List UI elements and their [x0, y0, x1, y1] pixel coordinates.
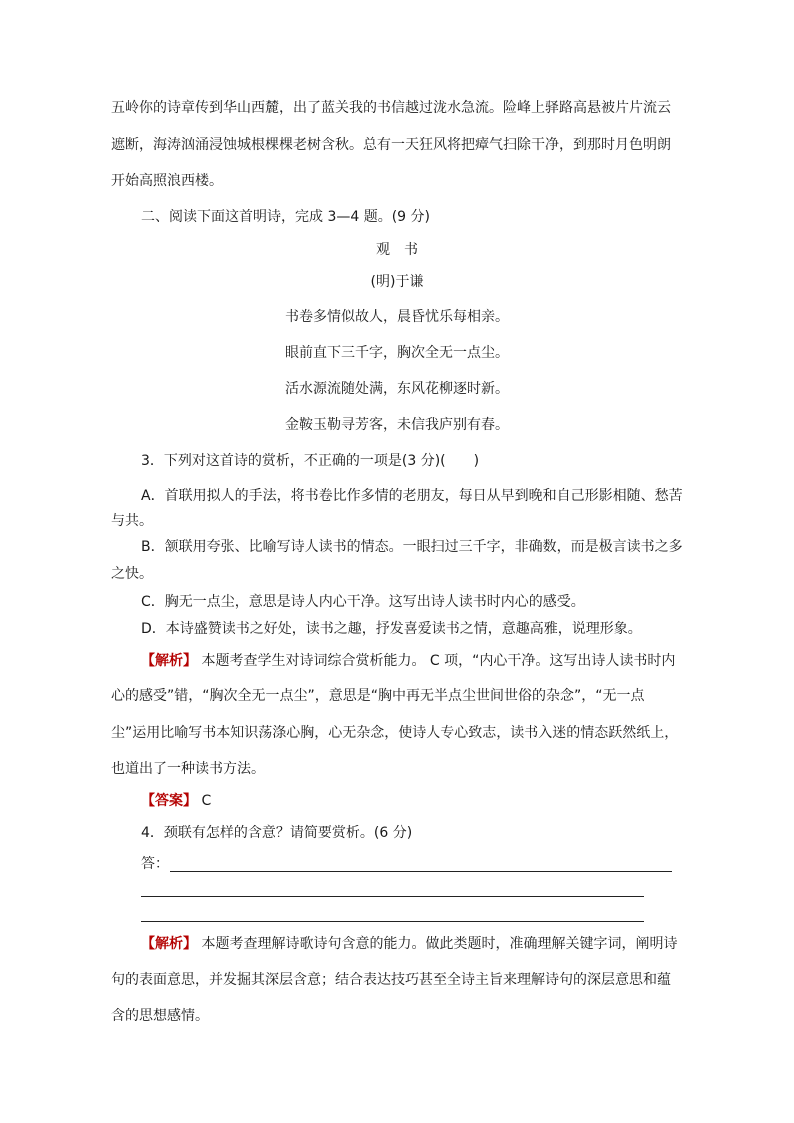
- question-3-analysis-line-4: 也道出了一种读书方法。: [111, 761, 265, 777]
- poem-author: (明)于谦: [370, 274, 424, 290]
- question-3-answer: [141, 792, 211, 810]
- question-3-option-d: D．本诗盛赞读书之好处，读书之趣，抒发喜爱读书之情，意趣高雅，说理形象。: [141, 621, 642, 637]
- question-3-option-c: C．胸无一点尘，意思是诗人内心干净。这写出诗人读书时内心的感受。: [141, 594, 585, 610]
- question-4-analysis-line-2: 句的表面意思，并发掘其深层含意；结合表达技巧甚至全诗主旨来理解诗句的深层意思和蕴: [111, 972, 671, 988]
- analysis-tag: 【解析】: [141, 936, 197, 952]
- question-4-answer-label: 答：: [141, 856, 169, 872]
- analysis-tag: 【解析】: [141, 653, 197, 669]
- poem-line-3: 活水源流随处满，东风花柳逐时新。: [285, 381, 509, 397]
- answer-blank-line-1[interactable]: [170, 871, 672, 872]
- poem-title: 观 书: [376, 242, 418, 258]
- question-3-analysis-line-2: 心的感受”错，“胸次全无一点尘”，意思是“胸中再无半点尘世间世俗的杂念”，“无一点: [111, 688, 645, 704]
- analysis-text: 本题考查学生对诗词综合赏析能力。 C 项，“内心干净。这写出诗人读书时内: [201, 653, 676, 669]
- question-4-stem: 4．颈联有怎样的含意？请简要赏析。(6 分): [141, 825, 413, 841]
- poem-line-1: 书卷多情似故人，晨昏忧乐每相亲。: [285, 309, 509, 325]
- analysis-text: 本题考查理解诗歌诗句含意的能力。做此类题时，准确理解关键字词，阐明诗: [201, 936, 678, 952]
- question-3-option-a: A．首联用拟人的手法，将书卷比作多情的老朋友，每日从早到晚和自己形影相随、愁苦: [141, 488, 683, 504]
- question-3-analysis-line-3: 尘”运用比喻写书本知识荡涤心胸，心无杂念，使诗人专心致志，读书入迷的情态跃然纸上，: [111, 725, 679, 741]
- question-3-analysis: [141, 652, 675, 670]
- translation-line-3: 开始高照浪西楼。: [111, 173, 223, 189]
- question-4-analysis: [141, 935, 677, 953]
- section-2-heading: 二、阅读下面这首明诗，完成 3—4 题。(9 分): [141, 209, 430, 225]
- question-3-option-b: B．颔联用夸张、比喻写诗人读书的情态。一眼扫过三千字，非确数，而是极言读书之多: [141, 539, 683, 555]
- answer-blank-line-3[interactable]: [141, 921, 644, 922]
- answer-tag: 【答案】: [141, 793, 197, 809]
- answer-value: C: [201, 793, 212, 809]
- question-4-analysis-line-3: 含的思想感情。: [111, 1008, 209, 1024]
- question-3-stem: 3．下列对这首诗的赏析，不正确的一项是(3 分)( ): [141, 453, 480, 469]
- translation-line-1: 五岭你的诗章传到华山西麓，出了蓝关我的书信越过泷水急流。险峰上驿路高悬被片片流云: [111, 100, 671, 116]
- translation-line-2: 遮断，海涛汹涌浸蚀城根棵棵老树含秋。总有一天狂风将把瘴气扫除干净，到那时月色明朗: [111, 137, 671, 153]
- answer-blank-line-2[interactable]: [141, 896, 644, 897]
- question-3-option-a-cont: 与共。: [111, 513, 153, 529]
- poem-line-2: 眼前直下三千字，胸次全无一点尘。: [285, 345, 509, 361]
- poem-line-4: 金鞍玉勒寻芳客，未信我庐别有春。: [285, 417, 509, 433]
- question-3-option-b-cont: 之快。: [111, 566, 153, 582]
